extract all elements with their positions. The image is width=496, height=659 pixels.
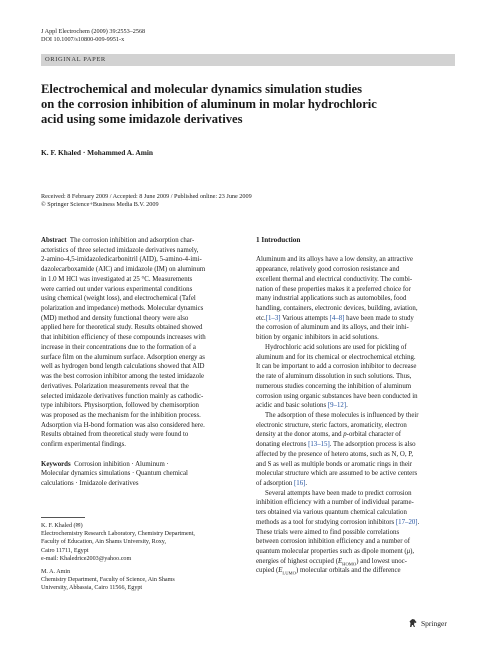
affiliation-line: K. F. Khaled (✉) (41, 523, 83, 529)
affiliation-line: Chemistry Department, Faculty of Science, Ain Shams (41, 577, 175, 584)
abstract-heading: Abstract (41, 237, 67, 244)
body-line: between corrosion inhibition efficiency and a number of (256, 538, 410, 546)
keywords-text: Corrosion inhibition · Aluminum · (74, 460, 169, 468)
publisher-name: Springer (421, 618, 447, 628)
title-line: on the corrosion inhibition of aluminum in molar hydrochloric (41, 97, 377, 111)
received-accepted-dates: Received: 8 February 2009 / Accepted: 8 June 2009 / Published online: 23 June 2009 (41, 193, 252, 200)
left-column (41, 236, 241, 489)
author-affiliations (41, 522, 195, 593)
abstract-line: selected imidazole derivatives function mainly as cathodic- (41, 392, 204, 400)
abstract-line: Results obtained from theoretical study were found to (41, 431, 189, 439)
body-line: the corrosion of aluminum and its alloys, and their inhi- (256, 324, 409, 332)
footnote-divider (41, 517, 85, 518)
journal-citation: J Appl Electrochem (2009) 39:2553–2568 (41, 28, 146, 35)
title-line: acid using some imidazole derivatives (41, 112, 243, 126)
body-line: methods as a tool for studying corrosion inhibitors [17–20]. (256, 518, 420, 526)
body-line: It can be important to add a corrosion inhibitor to decrease (256, 363, 417, 371)
citation-link[interactable]: [9–12] (327, 402, 347, 410)
citation-link[interactable]: [16] (294, 479, 306, 487)
section-heading: 1 Introduction (256, 236, 301, 244)
keywords-first-line (41, 460, 241, 470)
keywords-line: calculations · Imidazole derivatives (41, 479, 139, 487)
abstract-line: that inhibition efficiency of these compounds increases with (41, 334, 206, 342)
affiliation-line: Cairo 11711, Egypt (41, 547, 89, 554)
body-line: appearance, relatively good corrosion resistance and (256, 266, 400, 274)
keywords-line: Molecular dynamics simulations · Quantum chemical (41, 470, 188, 478)
body-line: handling, containers, electronic devices, building, aviation, (256, 305, 418, 313)
body-line: ters obtained via various quantum chemical calculation (256, 509, 407, 517)
abstract-line: was the best corrosion inhibitor among the tested imidazole (41, 373, 205, 381)
abstract-line: Adsorption via H-bond formation was also considered here. (41, 421, 205, 429)
abstract-line: using chemical (weight loss), and electrochemical (Tafel (41, 295, 196, 303)
abstract-line: acteristics of three selected imidazole derivatives namely, (41, 246, 199, 254)
affiliation-line: Faculty of Education, Ain Shams University, Roxy, (41, 539, 166, 546)
keywords-heading: Keywords (41, 460, 71, 468)
abstract-line: confirm experimental findings. (41, 441, 126, 449)
affiliation-line: M. A. Amin (41, 569, 71, 576)
citation-link[interactable]: [4–8] (329, 314, 345, 322)
affiliation-line: Electrochemistry Research Laboratory, Chemistry Department, (41, 531, 195, 538)
body-line: These trials were aimed to find possible correlations (256, 528, 400, 536)
body-line: Hydrochloric acid solutions are used for pickling of (265, 343, 407, 351)
body-line: Aluminum and its alloys have a low density, an attractive (256, 256, 413, 264)
body-line: Several attempts have been made to predict corrosion (265, 489, 412, 497)
body-line: cupied $(E_{LUMO})$ molecular orbitals and the difference (256, 567, 401, 576)
section-label: ORIGINAL PAPER (45, 56, 106, 63)
journal-header (41, 28, 145, 44)
abstract-line: increase in their concentrations due to the formation of a (41, 343, 196, 351)
title-line: Electrochemical and molecular dynamics simulation studies (41, 82, 363, 96)
body-line: and S as well as multiple bonds or aromatic rings in their (256, 460, 413, 468)
abstract-first-line (41, 236, 241, 246)
publisher-mark (408, 618, 447, 628)
body-line: donating electrons [13–15]. The adsorption process is also (256, 441, 416, 449)
abstract-line: well as hydrogen bond length calculations showed that AID (41, 363, 205, 371)
copyright: © Springer Science+Business Media B.V. 2009 (41, 201, 159, 208)
abstract-line: 2-amino-4,5-imidazoledicarbonitril (AID), 5-amino-4-imi- (41, 256, 202, 264)
body-line: acidic and basic solutions [9–12]. (256, 402, 348, 410)
abstract-line: derivatives. Polarization measurements reveal that the (41, 382, 189, 390)
body-line: excellent thermal and electrical conductivity. The combi- (256, 275, 413, 283)
abstract-line: were carried out under various experimental conditions (41, 285, 193, 293)
abstract-line: (MD) method and density functional theory were also (41, 314, 189, 322)
springer-horse-icon (408, 618, 418, 628)
abstract-line: polarization and impedance) methods. Molecular dynamics (41, 305, 204, 313)
citation-link[interactable]: [13–15] (308, 441, 330, 449)
body-line: quantum molecular properties such as dipole moment (μ), (256, 548, 415, 555)
affiliation-line: University, Abbassia, Cairo 11566, Egypt (41, 585, 143, 592)
doi: DOI 10.1007/s10800-009-9951-x (41, 36, 125, 43)
body-line: etc.[1–3] Various attempts [4–8] have been made to study (256, 314, 414, 322)
body-line: affected by the presence of hetero atoms, such as N, O, P, (256, 450, 414, 458)
body-line: the rate of aluminum dissolution in such solutions. Thus, (256, 373, 412, 381)
publication-dates (41, 193, 252, 209)
body-line: inhibition efficiency with a number of individual parame- (256, 499, 414, 507)
citation-link[interactable]: [17–20] (395, 518, 418, 526)
abstract-line: surface film on the aluminum surface. Adsorption energy as (41, 353, 205, 361)
section-label-band (41, 54, 455, 66)
abstract-line: applied here for theoretical study. Results obtained showed (41, 324, 203, 332)
email-line: e-mail: Khaledrice2003@yahoo.com (41, 555, 132, 562)
abstract-text: The corrosion inhibition and adsorption char- (69, 237, 195, 244)
abstract-line: was proposed as the mechanism for the inhibition process. (41, 411, 201, 419)
body-line: of adsorption [16]. (256, 479, 308, 487)
abstract-line: dazolecarboxamide (AIC) and imidazole (IM) on aluminum (41, 266, 206, 274)
citation-link[interactable]: [1–3] (265, 314, 281, 322)
body-line: The adsorption of these molecules is influenced by their (265, 411, 419, 419)
body-line: energies of highest occupied $(E_{HOMO})$ and lowest unoc- (256, 557, 407, 567)
body-line: bition by organic inhibitors in acid solutions. (256, 334, 379, 342)
author-list: K. F. Khaled · Mohammed A. Amin (41, 148, 154, 157)
body-line: density at the donor atoms, and p-orbital character of (256, 431, 402, 439)
article-title (41, 82, 455, 127)
body-line: many industrial applications such as automobiles, food (256, 295, 407, 303)
body-line: molecular structure which are assumed to be active centers (256, 470, 418, 478)
right-column (256, 236, 456, 576)
abstract-line: type inhibitors. Physisorption, followed by chemisorption (41, 402, 199, 410)
body-line: aluminum and for its chemical or electrochemical etching. (256, 353, 416, 361)
body-line: corrosion using organic substances have been conducted in (256, 392, 418, 400)
body-line: electronic structure, steric factors, aromaticity, electron (256, 421, 407, 429)
body-line: nation of these properties makes it a preferred choice for (256, 285, 411, 293)
body-line: numerous studies concerning the inhibition of aluminum (256, 382, 412, 390)
abstract-line: in 1.0 M HCl was investigated at 25 °C. Measurements (41, 275, 193, 283)
